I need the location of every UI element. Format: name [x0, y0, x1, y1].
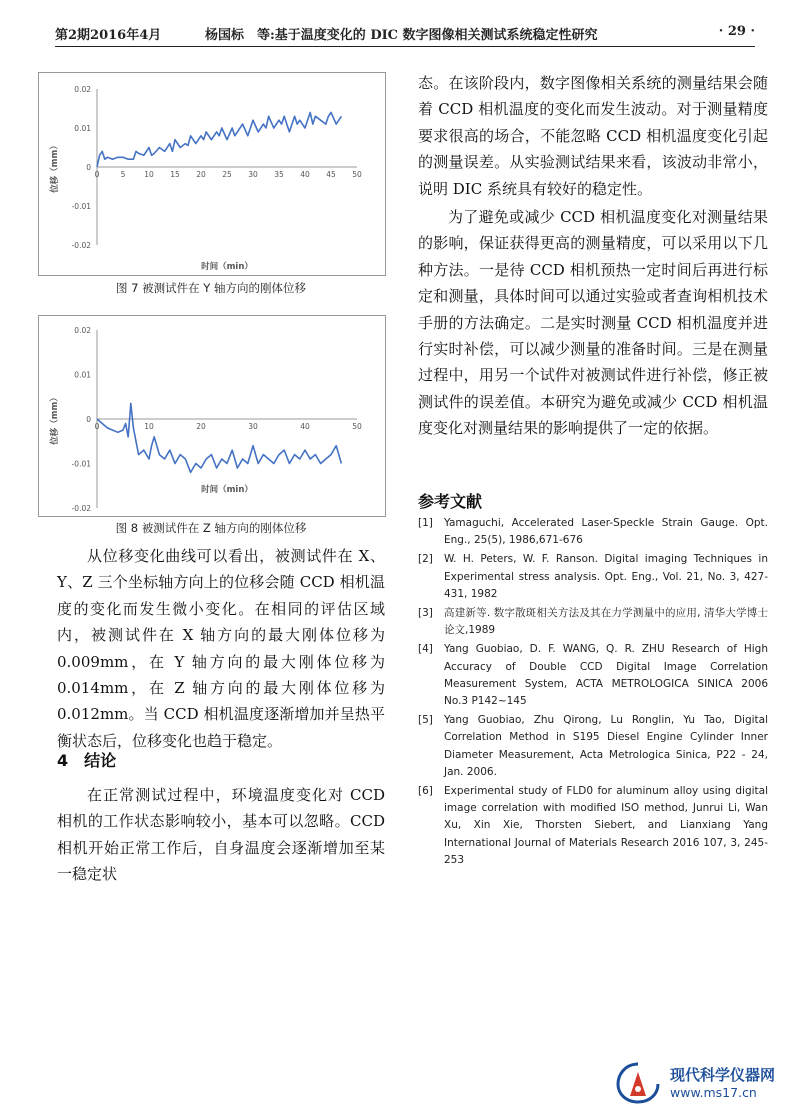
references-heading: 参考文献 — [418, 492, 483, 511]
y-tick-label: -0.01 — [71, 459, 91, 469]
x-tick-label: 10 — [144, 170, 154, 179]
reference-text: Yang Guobiao, D. F. WANG, Q. R. ZHU Research of High Accuracy of Double CCD Digital Image Correlation Measurement System, ACTA METROLOGICA SINICA 2006 No.3 P142~145 — [444, 643, 768, 708]
reference-item — [418, 605, 768, 639]
x-tick-label: 0 — [94, 170, 100, 179]
x-tick-label: 50 — [352, 422, 362, 431]
y-axis-label: 位移（mm） — [50, 393, 60, 445]
site-name: 现代科学仪器网 — [670, 1066, 776, 1084]
x-tick-label: 25 — [222, 170, 232, 179]
x-tick-label: 20 — [196, 422, 206, 431]
y-tick-label: 0.02 — [74, 85, 91, 94]
figure-8-caption: 图 8 被测试件在 Z 轴方向的刚体位移 — [115, 521, 307, 535]
running-header — [55, 22, 755, 44]
reference-text: Yang Guobiao, Zhu Qirong, Lu Ronglin, Yu Tao, Digital Correlation Method in S195 Diesel Engine Cylinder Inner Diameter Measurement, Acta Metrologica Sinica, P22 - 24, Jan. 2006. — [444, 714, 768, 778]
reference-text: 高建新等. 数字散斑相关方法及其在力学测量中的应用, 清华大学博士论文,1989 — [444, 607, 768, 637]
site-watermark — [612, 1058, 792, 1108]
x-tick-label: 10 — [144, 422, 154, 431]
reference-text: Experimental study of FLD0 for aluminum alloy using digital image correlation with modified ISO method, Junrui Li, Wan Xu, Xin Xie, Thorsten Siebert, and Lianxiang Yang International Journal of Materials Research 2016 107, 3, 245-253 — [444, 785, 768, 866]
y-tick-label: 0.02 — [74, 326, 91, 335]
page-number: · 29 · — [718, 24, 755, 39]
left-paragraph-1: 从位移变化曲线可以看出，被测试件在 X、Y、Z 三个坐标轴方向上的位移会随 CCD 相机温度的变化而发生微小变化。在相同的评估区域内，被测试件在 X 轴方向的最大刚体位移为 0.009mm，在 Y 轴方向的最大刚体位移为 0.014mm，在 Z 轴方向的最大刚体位移为 0.012mm。当 CCD 相机温度逐渐增加并呈热平衡状态后，位移变化也趋于稳定。 — [57, 547, 385, 750]
reference-number: [1] — [418, 517, 433, 529]
x-tick-label: 20 — [196, 170, 206, 179]
x-tick-label: 40 — [300, 170, 310, 179]
figure-7-chart — [39, 73, 385, 275]
series-line — [97, 112, 341, 167]
x-axis-label: 时间（min） — [201, 262, 253, 272]
running-title: 杨国标 等:基于温度变化的 DIC 数字图像相关测试系统稳定性研究 — [205, 28, 598, 43]
y-tick-label: -0.02 — [71, 504, 91, 513]
header-rule — [55, 46, 755, 47]
figure-7 — [38, 72, 386, 276]
figure-7-caption: 图 7 被测试件在 Y 轴方向的刚体位移 — [116, 281, 306, 295]
x-tick-label: 50 — [352, 170, 362, 179]
reference-item — [418, 515, 768, 549]
x-tick-label: 15 — [170, 170, 180, 179]
y-tick-label: 0.01 — [74, 124, 91, 133]
site-logo-icon — [612, 1058, 664, 1108]
reference-item — [418, 783, 768, 869]
issue-label: 第2期2016年4月 — [55, 28, 162, 43]
reference-number: [4] — [418, 643, 433, 656]
section-heading-conclusion: 4 结论 — [57, 751, 117, 770]
figure-8 — [38, 315, 386, 517]
reference-text: Yamaguchi, Accelerated Laser-Speckle Strain Gauge. Opt. Eng., 25(5), 1986,671-676 — [444, 517, 768, 547]
y-tick-label: -0.02 — [71, 241, 91, 250]
x-tick-label: 5 — [120, 170, 126, 179]
reference-number: [6] — [418, 785, 433, 798]
x-tick-label: 40 — [300, 422, 310, 431]
y-axis-label: 位移（mm） — [50, 141, 60, 193]
y-tick-label: 0 — [86, 163, 91, 172]
figure-8-chart — [39, 316, 385, 516]
right-paragraph-1: 态。在该阶段内，数字图像相关系统的测量结果会随着 CCD 相机温度的变化而发生波动。对于测量精度要求很高的场合，不能忽略 CCD 相机温度变化引起的测量误差。从实验测试结果来看，该波动非常小，说明 DIC 系统具有较好的稳定性。 — [418, 74, 768, 198]
right-paragraph-2: 为了避免或减少 CCD 相机温度变化对测量结果的影响，保证获得更高的测量精度，可以采用以下几种方法。一是待 CCD 相机预热一定时间后再进行标定和测量，具体时间可以通过实验或者查询相机技术手册的方法确定。二是实时测量 CCD 相机温度并进行实时补偿，可以减少测量的准备时间。三是在测量过程中，用另一个试件对被测试件进行补偿，修正被测试件的误差值。本研究为避免或减少 CCD 相机温度变化对测量结果的影响提供了一定的依据。 — [418, 208, 768, 438]
left-paragraph-2: 在正常测试过程中，环境温度变化对 CCD 相机的工作状态影响较小，基本可以忽略。CCD 相机开始正常工作后，自身温度会逐渐增加至某一稳定状 — [57, 786, 385, 884]
y-tick-label: 0.01 — [74, 370, 91, 380]
reference-list — [418, 515, 768, 871]
x-tick-label: 35 — [274, 170, 284, 179]
y-tick-label: -0.01 — [71, 202, 91, 211]
reference-text: W. H. Peters, W. F. Ranson. Digital imaging Techniques in Experimental stress analysis. Opt. Eng., Vol. 21, No. 3, 427-431, 1982 — [444, 553, 768, 600]
site-url: www.ms17.cn — [670, 1085, 757, 1100]
reference-item — [418, 712, 768, 781]
reference-item — [418, 641, 768, 710]
reference-number: [2] — [418, 553, 433, 566]
reference-number: [5] — [418, 714, 433, 727]
x-tick-label: 45 — [326, 170, 336, 179]
x-axis-label: 时间（min） — [201, 485, 253, 495]
x-tick-label: 0 — [94, 422, 100, 431]
reference-number: [3] — [418, 607, 433, 620]
reference-item — [418, 551, 768, 603]
x-tick-label: 30 — [248, 422, 258, 431]
x-tick-label: 30 — [248, 170, 258, 179]
series-line — [94, 403, 341, 472]
y-tick-label: 0 — [86, 415, 91, 424]
